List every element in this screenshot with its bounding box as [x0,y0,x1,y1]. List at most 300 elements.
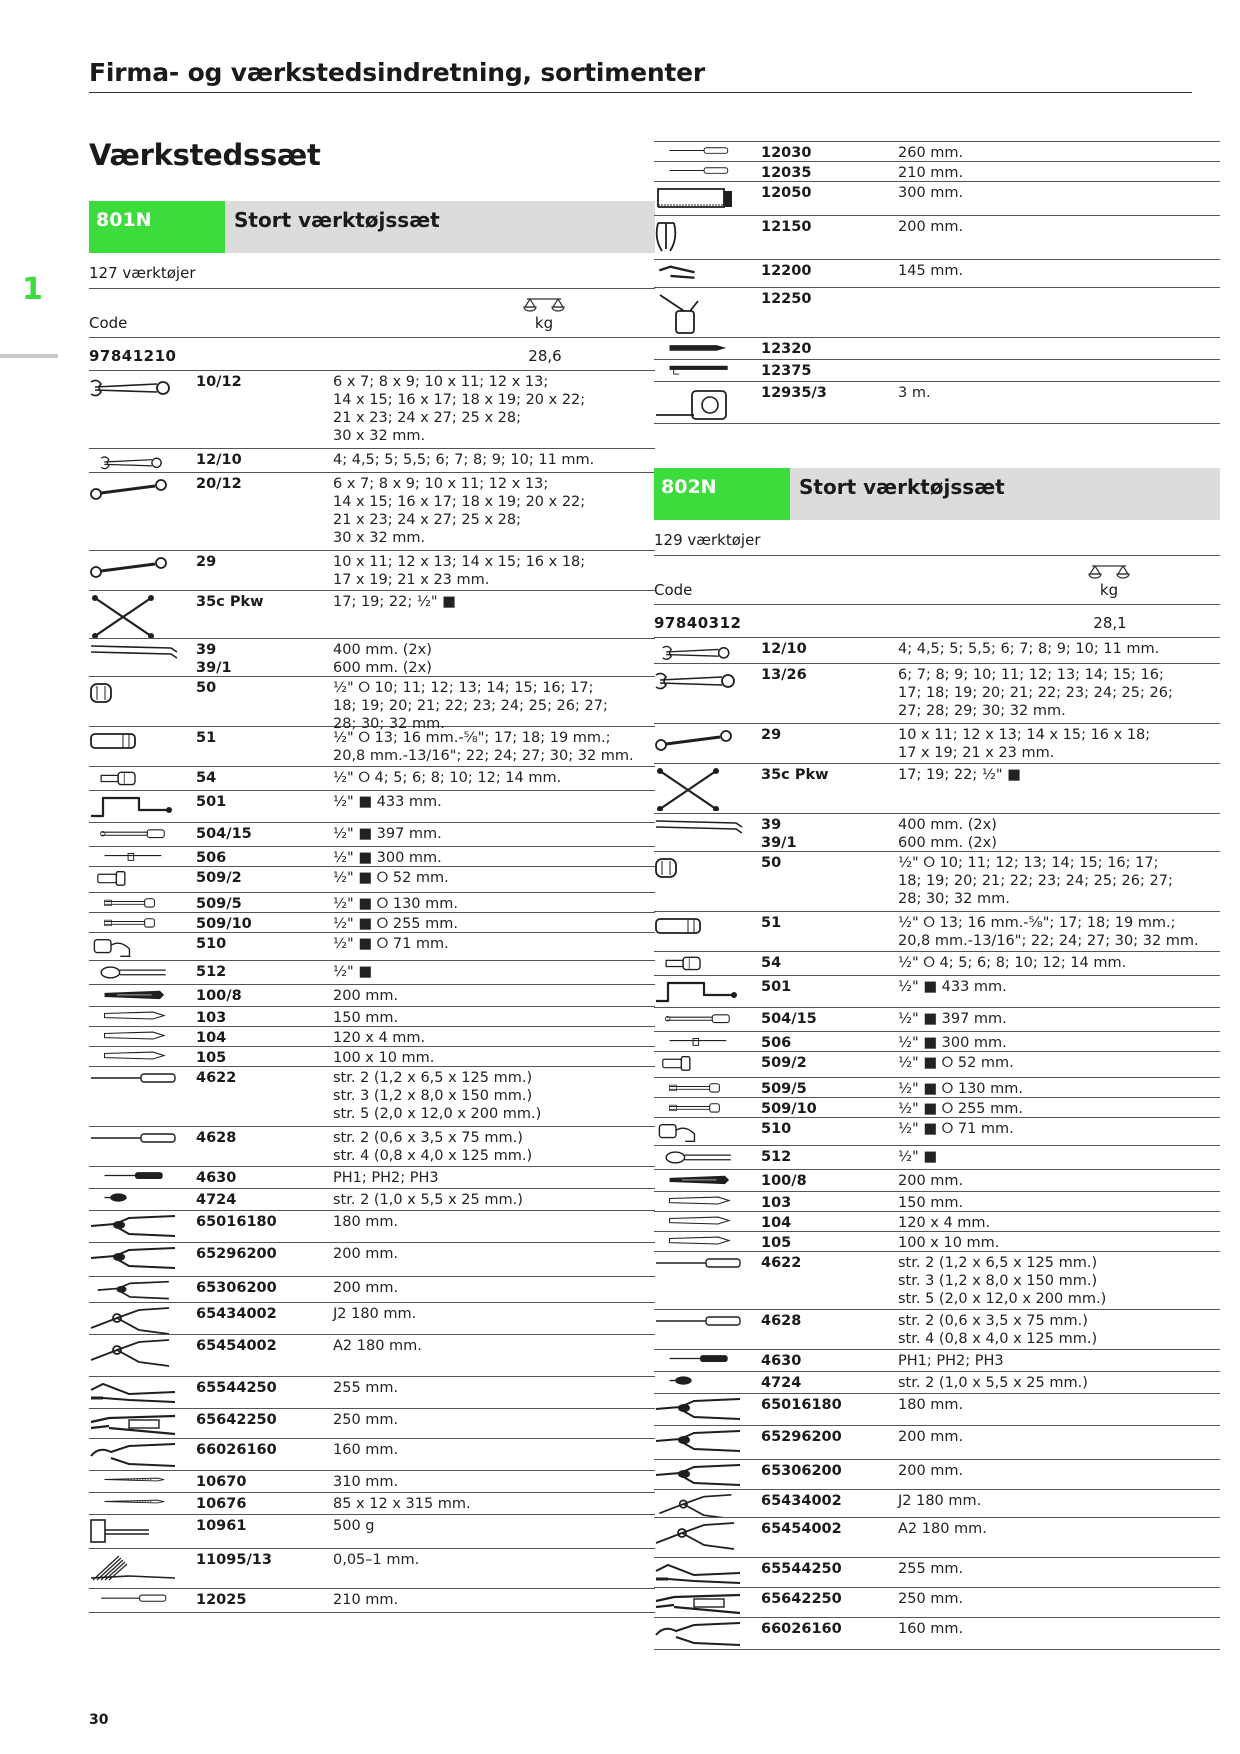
table-row [654,382,1220,424]
tool-description: ½" ■ ⭘ 71 mm. [333,936,449,952]
tool-code: 4622 [761,1255,802,1271]
circlip-pliers-icon [654,1490,761,1517]
universal-joint-icon [654,1118,761,1145]
combination-wrench-icon [654,664,761,723]
screwdriver-icon [654,1255,746,1299]
phillips-screwdriver-icon [89,1170,181,1188]
tool-code: 65296200 [761,1429,842,1445]
tool-code: 4630 [196,1170,237,1186]
circlip-pliers-icon [89,1306,181,1334]
tool-count: 127 værktøjer [89,257,655,289]
table-row [89,473,655,551]
tool-code: 12250 [761,291,812,307]
tool-description: ½" ■ ⭘ 255 mm. [898,1101,1023,1117]
kg-label: kg [534,314,554,332]
code-label: Code [654,581,693,599]
tyre-lever-icon [89,642,181,676]
circlip-pliers-icon [654,1521,746,1557]
set-802n [654,468,1220,1650]
tool-code: 100/8 [761,1173,807,1189]
punch-icon [89,1030,181,1048]
tool-case-icon [654,338,761,359]
phillips-screwdriver-icon [89,1167,196,1188]
hinged-handle-icon [89,823,196,846]
set-code: 802N [654,468,790,520]
tool-code: 50 [761,855,782,871]
tool-description: str. 2 (1,0 x 5,5 x 25 mm.) [333,1192,523,1208]
t-handle-icon [89,850,181,868]
table-row [89,961,655,985]
stubby-screwdriver-icon [654,1372,761,1393]
tool-code: 512 [761,1149,792,1165]
table-row [654,1170,1220,1192]
table-row [654,1426,1220,1460]
set-name: Stort værktøjssæt [234,208,440,232]
table-row [89,1007,655,1027]
tool-code: 65454002 [196,1338,277,1354]
tool-description: 255 mm. [898,1561,964,1577]
header-divider [89,92,1192,93]
tape-measure-icon [654,385,746,423]
tool-code: 35c Pkw [761,767,829,783]
tool-code: 509/5 [761,1081,807,1097]
tool-code: 12/10 [196,452,242,468]
table-row [89,1027,655,1047]
socket-icon [89,680,181,724]
tool-description: str. 2 (1,0 x 5,5 x 25 mm.) [898,1375,1088,1391]
set-name: Stort værktøjssæt [799,475,1005,499]
screwdriver-icon [89,1127,196,1166]
table-row [654,1118,1220,1146]
tool-description: 160 mm. [898,1621,964,1637]
adaptor-icon [89,867,196,892]
table-row [654,952,1220,976]
table-row [654,1460,1220,1490]
table-row [89,791,655,823]
tool-code: 29 [196,554,217,570]
hammer-icon [89,1515,196,1548]
combination-wrench-icon [89,374,181,418]
t-handle-icon [89,847,196,866]
universal-joint-icon [89,933,196,960]
table-row [654,976,1220,1008]
tool-code: 104 [761,1215,792,1231]
feeler-gauge-icon [89,1552,181,1588]
tool-code: 4622 [196,1070,237,1086]
table-row [654,638,1220,664]
tool-description: 150 mm. [898,1195,964,1211]
table-row [89,1589,655,1613]
table-row [89,449,655,473]
tool-description: 180 mm. [333,1214,399,1230]
tool-description: 210 mm. [898,165,964,181]
tool-description: 120 x 4 mm. [898,1215,991,1231]
deep-socket-icon [89,727,196,766]
tool-code: 10676 [196,1496,247,1512]
side-cutter-icon [89,1439,196,1470]
table-row [654,1212,1220,1232]
table-row [654,182,1220,216]
set-weight: 28,1 [1093,614,1127,632]
combination-wrench-icon [89,449,196,472]
tool-code: 20/12 [196,476,242,492]
table-row [654,1052,1220,1078]
tool-description: 200 mm. [898,219,964,235]
screwdriver-icon [654,142,761,161]
table-row [654,1098,1220,1118]
tool-code: 4630 [761,1353,802,1369]
set-weight: 28,6 [528,347,562,365]
tool-code: 4724 [761,1375,802,1391]
chapter-number: 1 [22,272,43,307]
tool-description: 180 mm. [898,1397,964,1413]
tool-code: 105 [196,1050,227,1066]
deep-socket-icon [654,912,761,951]
tool-code: 100/8 [196,988,242,1004]
tool-description: J2 180 mm. [333,1306,417,1322]
tool-code: 506 [761,1035,792,1051]
flat-nose-pliers-icon [89,1246,181,1276]
needle-nose-pliers-icon [654,1463,746,1489]
tool-code: 4628 [196,1130,237,1146]
weight-scale-icon [521,297,567,313]
combination-wrench-icon [654,667,746,711]
tool-description: 6; 7; 8; 9; 10; 11; 12; 13; 14; 15; 16; 17; 18; 19; 20; 21; 22; 23; 24; 25; 26; 27; 28; 29; 30; 32 mm. [898,667,1173,719]
double-ring-wrench-icon [89,551,196,590]
tool-description [898,288,1220,337]
file-icon [89,1493,196,1514]
tool-code: 509/5 [196,896,242,912]
tool-description: 200 mm. [898,1429,964,1445]
needle-nose-pliers-icon [89,1277,196,1302]
side-cutter-icon [89,1442,181,1470]
extension-bar-icon [89,893,196,912]
punch-icon [654,1215,746,1233]
table-row [89,1047,655,1067]
table-row [89,639,655,677]
tool-code: 12/10 [761,641,807,657]
hex-socket-icon [89,767,196,790]
wire-stripper-icon [654,260,761,287]
double-ring-wrench-icon [654,727,746,763]
tool-description: 17; 19; 22; ½" ■ [898,767,1021,783]
tool-case-icon [654,341,746,359]
screwdriver-icon [89,1070,181,1114]
punch-icon [89,1010,181,1028]
tool-code: 12935/3 [761,385,827,401]
tool-description: 255 mm. [333,1380,399,1396]
tool-code: 65642250 [196,1412,277,1428]
tool-description: J2 180 mm. [898,1493,982,1509]
hacksaw-icon [654,185,746,215]
speed-brace-icon [89,794,181,822]
tool-code: 65434002 [196,1306,277,1322]
locking-pliers-icon [654,1588,761,1617]
tool-code: 12200 [761,263,812,279]
needle-nose-pliers-icon [89,1280,181,1302]
table-row [89,847,655,867]
tool-description: 210 mm. [333,1592,399,1608]
table-row [89,867,655,893]
tool-description: PH1; PH2; PH3 [333,1170,439,1186]
table-row [654,664,1220,724]
table-row [89,893,655,913]
table-row [654,1350,1220,1372]
table-row [89,767,655,791]
table-row [89,933,655,961]
table-row [89,1493,655,1515]
tool-code: 512 [196,964,227,980]
tyre-lever-icon [89,639,196,676]
t-handle-icon [654,1032,761,1051]
phillips-screwdriver-icon [654,1350,761,1371]
tool-description: 250 mm. [333,1412,399,1428]
phillips-screwdriver-icon [654,1353,746,1371]
tool-description: 120 x 4 mm. [333,1030,426,1046]
tool-count: 129 værktøjer [654,524,1220,556]
table-row [89,591,655,639]
t-handle-icon [654,1035,746,1053]
tool-description [898,360,1220,381]
table-row [89,371,655,449]
tool-code: 12320 [761,341,812,357]
table-row [654,1372,1220,1394]
chapter-marker [0,354,58,358]
tool-code: 105 [761,1235,792,1251]
table-row [89,1409,655,1439]
tool-code: 510 [196,936,227,952]
cross-wrench-icon [89,591,196,638]
tool-bag-icon [654,360,761,381]
extension-bar-icon [654,1078,761,1097]
hex-socket-icon [654,955,746,975]
tool-code: 39 39/1 [196,642,232,676]
table-row [654,764,1220,814]
water-pump-pliers-icon [89,1380,181,1408]
table-row [654,1146,1220,1170]
tool-code: 65544250 [761,1561,842,1577]
socket-icon [654,852,761,911]
ratchet-icon [89,964,181,984]
tool-description: 10 x 11; 12 x 13; 14 x 15; 16 x 18; 17 x 19; 21 x 23 mm. [333,554,586,588]
tool-code: 12050 [761,185,812,201]
tool-list [654,141,1220,424]
tool-description: ½" ■ 397 mm. [333,826,442,842]
hex-socket-icon [654,952,761,975]
tool-code: 66026160 [196,1442,277,1458]
tool-description: 10 x 11; 12 x 13; 14 x 15; 16 x 18; 17 x 19; 21 x 23 mm. [898,727,1151,761]
screwdriver-icon [89,1589,196,1612]
oil-can-icon [654,291,746,335]
tool-list [89,371,655,1613]
table-row [654,1032,1220,1052]
tool-code: 12025 [196,1592,247,1608]
table-row [654,1518,1220,1558]
article-row [89,338,655,371]
tool-description: ½" ⭘ 13; 16 mm.-⅝"; 17; 18; 19 mm.; 20,8 mm.-13/16"; 22; 24; 27; 30; 32 mm. [898,915,1199,949]
tool-code: 39 39/1 [761,817,797,851]
tool-code: 12035 [761,165,812,181]
table-row [654,1310,1220,1350]
tool-code: 65306200 [196,1280,277,1296]
cross-wrench-icon [89,594,181,638]
cross-wrench-icon [654,764,761,813]
tool-description: 150 mm. [333,1010,399,1026]
water-pump-pliers-icon [89,1377,196,1408]
screwdriver-icon [654,1252,761,1309]
file-icon [89,1471,196,1492]
tool-description: ½" ⭘ 4; 5; 6; 8; 10; 12; 14 mm. [898,955,1127,971]
tool-description: 145 mm. [898,263,964,279]
punch-icon [654,1192,761,1211]
tool-code: 65296200 [196,1246,277,1262]
hacksaw-icon [654,182,761,215]
punch-icon [654,1212,761,1231]
speed-brace-icon [654,976,761,1007]
table-row [89,1471,655,1493]
flat-nose-pliers-icon [654,1429,746,1459]
circlip-pliers-icon [89,1338,181,1376]
table-row [654,1232,1220,1252]
deep-socket-icon [654,915,746,951]
table-row [654,1588,1220,1618]
table-row [654,1618,1220,1650]
universal-joint-icon [89,936,181,960]
hinged-handle-icon [654,1008,761,1031]
punch-icon [89,1047,196,1066]
circlip-pliers-icon [654,1518,761,1557]
tool-description: 3 m. [898,385,931,401]
table-row [89,1377,655,1409]
punch-icon [654,1232,761,1251]
adaptor-icon [654,1055,746,1077]
table-row [654,288,1220,338]
puller-icon [654,219,746,259]
speed-brace-icon [654,979,746,1007]
table-row [654,1078,1220,1098]
tool-code: 54 [761,955,782,971]
table-row [89,913,655,933]
tool-code: 501 [196,794,227,810]
water-pump-pliers-icon [654,1558,761,1587]
screwdriver-icon [654,1310,761,1349]
stubby-screwdriver-icon [89,1189,196,1210]
chisel-icon [654,1170,761,1191]
tool-code: 10670 [196,1474,247,1490]
side-cutter-icon [654,1621,746,1649]
table-row [89,677,655,732]
cross-wrench-icon [654,767,746,811]
feeler-gauge-icon [89,1549,196,1588]
combination-wrench-icon [654,641,746,663]
screwdriver-icon [654,165,746,183]
tool-description: 6 x 7; 8 x 9; 10 x 11; 12 x 13; 14 x 15; 16 x 17; 18 x 19; 20 x 22; 21 x 23; 24 x 27; 25 x 28; 30 x 32 mm. [333,374,586,444]
tool-code: 54 [196,770,217,786]
tool-description: 4; 4,5; 5; 5,5; 6; 7; 8; 9; 10; 11 mm. [333,452,595,468]
socket-icon [654,855,746,899]
tool-description: 200 mm. [333,1280,399,1296]
tool-code: 12375 [761,363,812,379]
section-title: Værkstedssæt [89,138,321,172]
tool-description: 400 mm. (2x) 600 mm. (2x) [333,642,432,676]
stubby-screwdriver-icon [654,1375,746,1393]
tool-description: ½" ■ 300 mm. [898,1035,1007,1051]
tool-description: 400 mm. (2x) 600 mm. (2x) [898,817,997,851]
table-row [654,260,1220,288]
tool-description: 4; 4,5; 5; 5,5; 6; 7; 8; 9; 10; 11 mm. [898,641,1160,657]
article-row [654,605,1220,638]
tool-description: str. 2 (1,2 x 6,5 x 125 mm.) str. 3 (1,2 x 8,0 x 150 mm.) str. 5 (2,0 x 12,0 x 200 mm.) [898,1255,1107,1307]
tool-description: ½" ■ 433 mm. [333,794,442,810]
tool-code: 51 [196,730,217,746]
socket-icon [89,677,196,726]
tool-code: 29 [761,727,782,743]
tool-description: ½" ■ 397 mm. [898,1011,1007,1027]
locking-pliers-icon [654,1591,746,1617]
table-row [654,1192,1220,1212]
circlip-pliers-icon [89,1303,196,1334]
table-row [89,823,655,847]
screwdriver-icon [89,1592,181,1612]
extension-bar-icon [89,913,196,932]
table-row [654,912,1220,952]
tool-description: ½" ■ ⭘ 130 mm. [333,896,458,912]
table-row [89,1127,655,1167]
tool-description: 0,05–1 mm. [333,1552,420,1568]
screwdriver-icon [89,1067,196,1126]
page-number: 30 [89,1712,109,1728]
table-row [89,1515,655,1549]
tyre-lever-icon [654,814,761,851]
tool-code: 510 [761,1121,792,1137]
double-ring-wrench-icon [654,724,761,763]
tape-measure-icon [654,382,761,423]
deep-socket-icon [89,730,181,766]
punch-icon [89,1007,196,1026]
tool-description: ½" ■ [333,964,373,980]
extension-bar-icon [89,896,181,914]
table-row [654,1490,1220,1518]
tool-code: 12030 [761,145,812,161]
tool-code: 12150 [761,219,812,235]
table-row [89,985,655,1007]
speed-brace-icon [89,791,196,822]
set-code: 801N [89,201,225,253]
article-number: 97841210 [89,347,177,365]
punch-icon [89,1050,181,1068]
tool-description: PH1; PH2; PH3 [898,1353,1004,1369]
tool-description: 300 mm. [898,185,964,201]
set-801n-continued [654,141,1220,424]
combination-wrench-icon [654,638,761,663]
extension-bar-icon [654,1098,761,1117]
kg-label: kg [1099,581,1119,599]
tool-description: 17; 19; 22; ½" ■ [333,594,456,610]
tool-description: ½" ■ ⭘ 52 mm. [333,870,449,886]
tool-code: 509/10 [761,1101,817,1117]
table-row [89,1189,655,1211]
tool-description: 100 x 10 mm. [898,1235,1000,1251]
double-ring-wrench-icon [89,473,196,550]
stubby-screwdriver-icon [89,1192,181,1210]
tool-code: 65016180 [196,1214,277,1230]
tool-description: 160 mm. [333,1442,399,1458]
tool-description: 200 mm. [898,1463,964,1479]
extension-bar-icon [654,1081,746,1099]
table-row [654,216,1220,260]
tool-code: 103 [196,1010,227,1026]
table-row [654,1558,1220,1588]
